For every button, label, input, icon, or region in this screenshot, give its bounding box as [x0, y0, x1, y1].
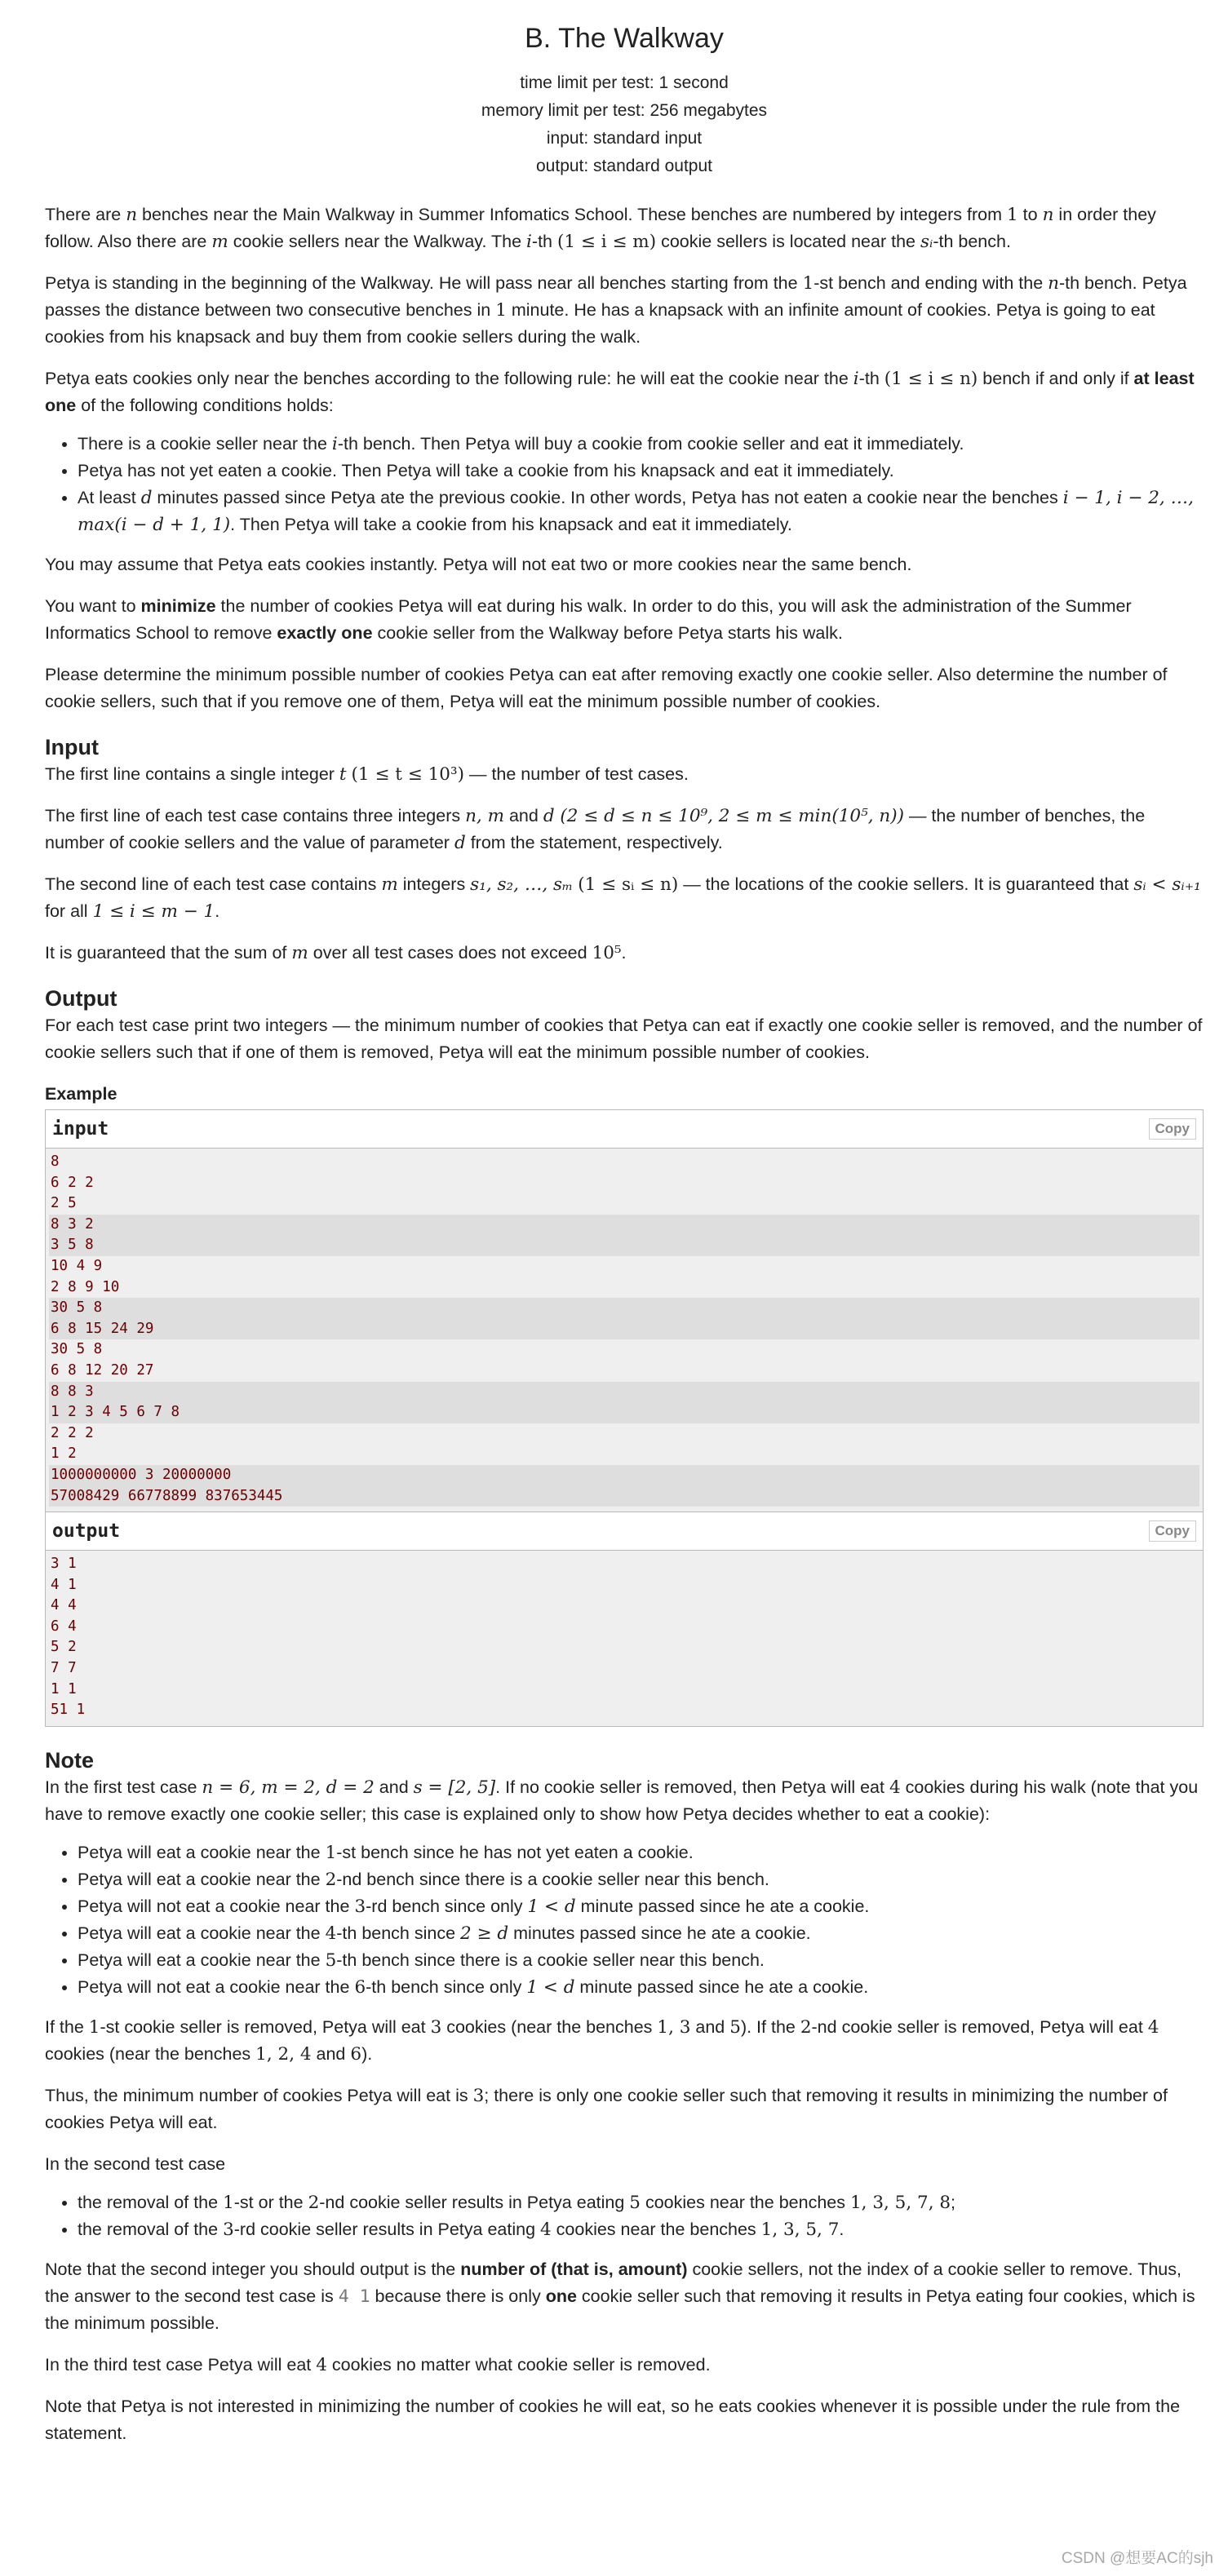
- note-paragraph-5: Note that the second integer you should output is the number of (that is, amount) cookie sellers, not the index of a cookie seller to remove. Thus, the answer to the second test case is 4 1 because there is only one cookie seller such that removing it results in Petya eating four cookies, which is the minimum possible.: [45, 2259, 1195, 2333]
- example-input-line: 1000000000 3 20000000: [49, 1465, 1199, 1486]
- copy-input-button[interactable]: Copy: [1149, 1118, 1197, 1140]
- statement-paragraph-1: There are n benches near the Main Walkway in Summer Infomatics School. These benches are numbered by integers from 1 to n in order they follow. Also there are m cookie sellers near the Walkway. The i-th (1 ≤ i ≤ m) cookie sellers is located near the sᵢ-th bench.: [45, 205, 1156, 252]
- example-input-line: 3 5 8: [49, 1235, 1199, 1256]
- example-input-line: 2 5: [51, 1195, 77, 1212]
- list-item: • the removal of the 3-rd cookie seller results in Petya eating 4 cookies near the benches 1, 3, 5, 7.: [78, 2216, 1204, 2243]
- statement-paragraph-6: Please determine the minimum possible number of cookies Petya can eat after removing exactly one cookie seller. Also determine the number of cookie sellers, such that if you remove one of them, Petya will eat the minimum possible number of cookies.: [45, 665, 1168, 711]
- time-limit: time limit per test: 1 second: [520, 73, 729, 92]
- list-item: • Petya will eat a cookie near the 2-nd bench since there is a cookie seller near this bench.: [78, 1866, 1204, 1893]
- input-paragraph-2: The first line of each test case contains three integers n, m and d (2 ≤ d ≤ n ≤ 10⁹, 2 ≤ m ≤ min(10⁵, n)) — the number of benches, the number of cookie sellers and the value of parameter d from the statement, respectively.: [45, 806, 1146, 853]
- note-paragraph-1: In the first test case n = 6, m = 2, d = 2 and s = [2, 5]. If no cookie seller is removed, then Petya will eat 4 cookies during his walk (note that you have to remove exactly one cookie seller; this case is explained only to show how Petya decides whether to eat a cookie):: [45, 1777, 1199, 1824]
- example-output-line: 6 4: [51, 1618, 77, 1635]
- example-input-header: [46, 1110, 1203, 1149]
- example-input-line: 8: [51, 1153, 60, 1170]
- statement-paragraph-4: You may assume that Petya eats cookies instantly. Petya will not eat two or more cookies near the same bench.: [45, 555, 912, 574]
- example-output-box: [45, 1512, 1204, 1727]
- input-spec: input: standard input: [546, 129, 703, 148]
- example-input-line: 2 2 2: [51, 1424, 94, 1441]
- note-list-2: [45, 2189, 1204, 2243]
- example-input-line: 30 5 8: [49, 1298, 1199, 1319]
- example-input-line: 1 2: [51, 1445, 77, 1463]
- example-input-title: input: [52, 1118, 109, 1140]
- example-output-line: 4 1: [51, 1576, 77, 1593]
- example-input-box: [45, 1109, 1204, 1512]
- example-output-line: 1 1: [51, 1680, 77, 1697]
- problem-statement: [45, 0, 1204, 2447]
- example-output-line: 5 2: [51, 1639, 77, 1656]
- example-input-line: 6 8 15 24 29: [49, 1319, 1199, 1340]
- memory-limit: memory limit per test: 256 megabytes: [481, 101, 768, 120]
- example-input-line: 30 5 8: [51, 1341, 103, 1358]
- list-item: • Petya will eat a cookie near the 4-th bench since 2 ≥ d minutes passed since he ate a cookie.: [78, 1920, 1204, 1947]
- list-item: • Petya will eat a cookie near the 5-th bench since there is a cookie seller near this bench.: [78, 1947, 1204, 1974]
- example-output-line: 51 1: [51, 1702, 86, 1719]
- note-paragraph-7: Note that Petya is not interested in minimizing the number of cookies he will eat, so he eats cookies whenever it is possible under the rule from the statement.: [45, 2396, 1181, 2443]
- list-item: • Petya will eat a cookie near the 1-st bench since he has not yet eaten a cookie.: [78, 1839, 1204, 1866]
- example-input-line: 1 2 3 4 5 6 7 8: [49, 1402, 1199, 1423]
- list-item: • There is a cookie seller near the i-th bench. Then Petya will buy a cookie from cookie seller and eat it immediately.: [78, 431, 1204, 458]
- example-input-line: 6 2 2: [51, 1174, 94, 1191]
- example-output-lines: [46, 1551, 1203, 1726]
- example-input-line: 10 4 9: [51, 1257, 103, 1274]
- example-input-line: 6 8 12 20 27: [51, 1361, 154, 1379]
- output-spec: output: standard output: [536, 157, 712, 175]
- input-paragraph-4: It is guaranteed that the sum of m over all test cases does not exceed 10⁵.: [45, 943, 627, 963]
- example-input-line: 2 8 9 10: [51, 1278, 120, 1295]
- note-paragraph-6: In the third test case Petya will eat 4 cookies no matter what cookie seller is removed.: [45, 2354, 711, 2375]
- watermark: CSDN @想要AC的sjh: [1061, 2550, 1213, 2567]
- example-input-lines: [46, 1149, 1203, 1512]
- list-item: • Petya has not yet eaten a cookie. Then Petya will take a cookie from his knapsack and eat it immediately.: [78, 458, 1204, 485]
- example-output-line: 3 1: [51, 1556, 77, 1573]
- input-paragraph-1: The first line contains a single integer t (1 ≤ t ≤ 10³) — the number of test cases.: [45, 764, 689, 785]
- output-paragraph: For each test case print two integers — the minimum number of cookies that Petya can eat if exactly one cookie seller is removed, and the number of cookie sellers such that if one of them is removed, Petya will eat the minimum possible number of cookies.: [45, 1016, 1203, 1062]
- input-paragraph-3: The second line of each test case contains m integers s₁, s₂, …, sₘ (1 ≤ sᵢ ≤ n) — the locations of the cookie sellers. It is guaranteed that sᵢ < sᵢ₊₁ for all 1 ≤ i ≤ m − 1.: [45, 874, 1201, 922]
- example-output-line: 4 4: [51, 1597, 77, 1614]
- note-list-1: [45, 1839, 1204, 2001]
- note-paragraph-4: In the second test case: [45, 2153, 226, 2174]
- output-heading: Output: [45, 986, 117, 1011]
- problem-title: B. The Walkway: [525, 23, 724, 54]
- conditions-list: [45, 431, 1204, 538]
- example-output-title: output: [52, 1520, 121, 1543]
- list-item: • Petya will not eat a cookie near the 6-th bench since only 1 < d minute passed since he ate a cookie.: [78, 1974, 1204, 2001]
- statement-paragraph-2: Petya is standing in the beginning of the Walkway. He will pass near all benches starting from the 1-st bench and ending with the n-th bench. Petya passes the distance between two consecutive benches in 1 minute. He has a knapsack with an infinite amount of cookies. Petya is going to eat cookies from his knapsack and buy them from cookie sellers during the walk.: [45, 273, 1187, 347]
- input-heading: Input: [45, 735, 99, 759]
- note-paragraph-3: Thus, the minimum number of cookies Petya will eat is 3; there is only one cookie seller such that removing it results in minimizing the number of cookies Petya will eat.: [45, 2085, 1168, 2132]
- note-paragraph-2: If the 1-st cookie seller is removed, Petya will eat 3 cookies (near the benches 1, 3 and 5). If the 2-nd cookie seller is removed, Petya will eat 4 cookies (near the benches 1, 2, 4 and 6).: [45, 2016, 1159, 2065]
- example-output-header: [46, 1512, 1203, 1551]
- example-input-line: 8 8 3: [49, 1382, 1199, 1403]
- example-input-line: 57008429 66778899 837653445: [49, 1486, 1199, 1507]
- copy-output-button[interactable]: Copy: [1149, 1520, 1197, 1542]
- list-item: • Petya will not eat a cookie near the 3-rd bench since only 1 < d minute passed since he ate a cookie.: [78, 1893, 1204, 1920]
- example-output-line: 7 7: [51, 1660, 77, 1677]
- example-heading: Example: [45, 1084, 117, 1104]
- statement-paragraph-5: You want to minimize the number of cookies Petya will eat during his walk. In order to do this, you will ask the administration of the Summer Informatics School to remove exactly one cookie seller from the Walkway before Petya starts his walk.: [45, 596, 1132, 643]
- list-item: • the removal of the 1-st or the 2-nd cookie seller results in Petya eating 5 cookies near the benches 1, 3, 5, 7, 8;: [78, 2189, 1204, 2216]
- example-input-line: 8 3 2: [49, 1215, 1199, 1236]
- note-heading: Note: [45, 1747, 94, 1773]
- list-item: • At least d minutes passed since Petya ate the previous cookie. In other words, Petya has not eaten a cookie near the benches i − 1, i − 2, …, max(i − d + 1, 1). Then Petya will take a cookie from his knapsack and eat it immediately.: [78, 485, 1204, 538]
- statement-paragraph-3: Petya eats cookies only near the benches according to the following rule: he will eat the cookie near the i-th (1 ≤ i ≤ n) bench if and only if at least one of the following conditions holds:: [45, 369, 1195, 415]
